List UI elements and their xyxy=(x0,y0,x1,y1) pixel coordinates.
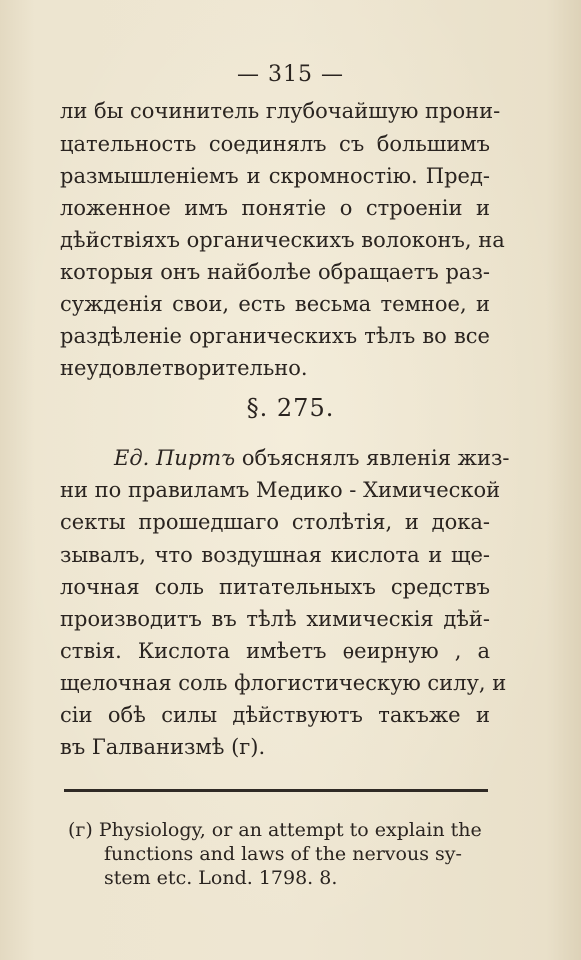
footnote-line: (г) Physiology, or an attempt to explain the xyxy=(68,819,482,841)
text-line: ли бы сочинитель глубочайшую прони- xyxy=(60,99,501,123)
text-line: неудовлетворительно. xyxy=(60,356,308,380)
footnote-divider xyxy=(64,789,488,792)
text-fragment: объяснялъ явленія жиз- xyxy=(241,446,510,470)
section-heading: §. 275. xyxy=(246,394,335,422)
text-line: сіи обѣ силы дѣйствуютъ такъже и xyxy=(60,703,490,727)
author-name: Ед. Пиртъ xyxy=(114,446,236,470)
text-line: размышленіемъ и скромностію. Пред- xyxy=(60,164,490,188)
text-line-first xyxy=(114,443,510,473)
text-line: которыя онъ найболѣе обращаетъ раз- xyxy=(60,260,490,284)
text-line: секты прошедшаго столѣтія, и дока- xyxy=(60,510,490,534)
text-line: производитъ въ тѣлѣ химическія дѣй- xyxy=(60,607,490,631)
footnote-line: stem etc. Lond. 1798. 8. xyxy=(104,867,338,889)
text-line: зывалъ, что воздушная кислота и ще- xyxy=(60,543,490,567)
text-line: ствія. Кислота имѣетъ ѳеирную , а xyxy=(60,639,490,663)
text-line: ложенное имъ понятіе о строеніи и xyxy=(60,196,490,220)
text-line: щелочная соль флогистическую силу, и xyxy=(60,671,507,695)
text-line: цательность соединялъ съ большимъ xyxy=(60,132,490,156)
text-line: лочная соль питательныхъ средствъ xyxy=(60,575,490,599)
page-number: — 315 — xyxy=(237,62,344,87)
text-line: ни по правиламъ Медико - Химической xyxy=(60,478,501,502)
text-line: дѣйствіяхъ органическихъ волоконъ, на xyxy=(60,228,505,252)
text-line: въ Галванизмѣ (г). xyxy=(60,735,266,759)
text-line: сужденія свои, есть весьма темное, и xyxy=(60,292,490,316)
footnote-line: functions and laws of the nervous sy- xyxy=(104,843,462,865)
text-line: раздѣленіе органическихъ тѣлъ во все xyxy=(60,324,490,348)
